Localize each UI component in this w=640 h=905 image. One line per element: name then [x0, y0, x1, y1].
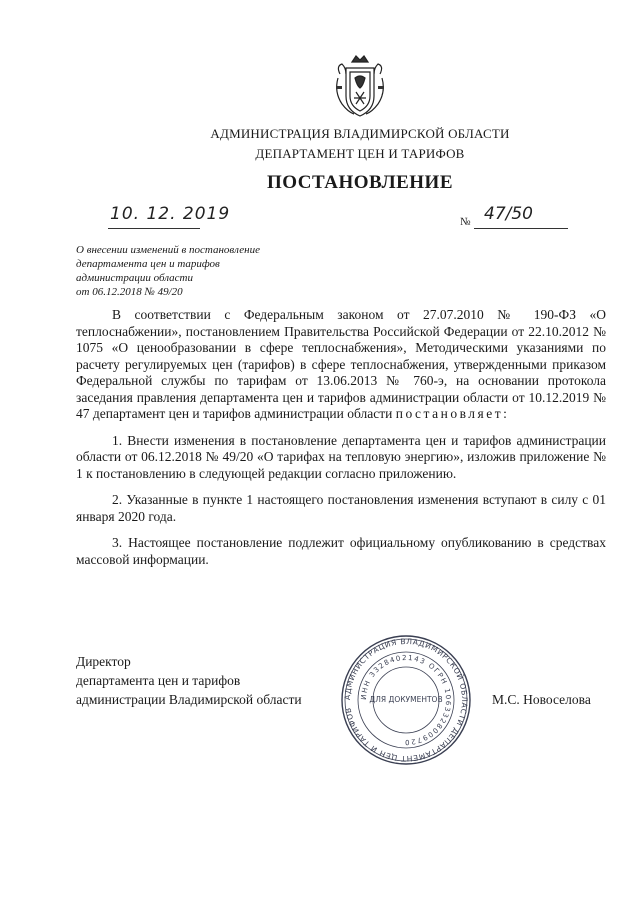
date-underline — [108, 228, 200, 229]
department-name: ДЕПАРТАМЕНТ ЦЕН И ТАРИФОВ — [255, 146, 465, 161]
document-body — [76, 307, 606, 578]
signer-position-line: Директор — [76, 654, 131, 669]
signer-position — [76, 652, 302, 709]
body-intro-paragraph — [76, 307, 606, 423]
number-underline — [474, 228, 568, 229]
clause-1: 1. Внести изменения в постановление департамента цен и тарифов администрации области от 06.12.2018 № 49/20 «О тарифах на тепловую энергию», изложив приложение № 1 к постановлению в следующей редакции согласно приложению. — [76, 432, 606, 481]
official-stamp — [338, 632, 474, 768]
signer-name: М.С. Новоселова — [492, 692, 591, 707]
subject-line: администрации области — [76, 272, 193, 284]
document-subject — [76, 243, 326, 299]
subject-line: департамента цен и тарифов — [76, 258, 220, 270]
signer-position-line: департамента цен и тарифов — [76, 673, 241, 688]
subject-line: О внесении изменений в постановление — [76, 244, 260, 256]
resolution-word: постановляет: — [395, 406, 510, 421]
document-title: ПОСТАНОВЛЕНИЕ — [266, 172, 454, 193]
intro-text: В соответствии с Федеральным законом от 27.07.2010 № 190-ФЗ «О теплоснабжении», постановлением Правительства Российской Федерации от 22.10.2012 № 1075 «О ценообразовании в сфере теплоснабжения», Методическими указаниями по расчету регулируемых цен (тарифов) в сфере теплоснабжения, утвержденными приказом Федеральной службы по тарифам от 13.06.2013 № 760-э, на основании протокола заседания правления департамента цен и тарифов администрации области от 10.12.2019 № 47 департамент цен и тарифов администрации области — [76, 307, 606, 421]
clause-2: 2. Указанные в пункте 1 настоящего постановления изменения вступают в силу с 01 января 2020 года. — [76, 492, 606, 524]
number-label: № — [460, 216, 471, 228]
signer-position-line: администрации Владимирской области — [76, 692, 302, 707]
stamp-outer-text: АДМИНИСТРАЦИЯ ВЛАДИМИРСКОЙ ОБЛАСТИ ДЕПАРТАМЕНТ ЦЕН И ТАРИФОВ — [342, 636, 470, 764]
organization-name: АДМИНИСТРАЦИЯ ВЛАДИМИРСКОЙ ОБЛАСТИ — [210, 126, 510, 141]
document-number: 47/50 — [484, 204, 533, 224]
subject-line: от 06.12.2018 № 49/20 — [76, 286, 183, 298]
document-date: 10. 12. 2019 — [110, 204, 231, 224]
clause-3: 3. Настоящее постановление подлежит официальному опубликованию в средствах массовой информации. — [76, 535, 606, 567]
stamp-codes: ИНН 3328402143 ОГРН 1063328009720 — [359, 653, 453, 747]
coat-of-arms-emblem — [332, 52, 388, 120]
stamp-center-text: ДЛЯ ДОКУМЕНТОВ — [369, 695, 443, 704]
